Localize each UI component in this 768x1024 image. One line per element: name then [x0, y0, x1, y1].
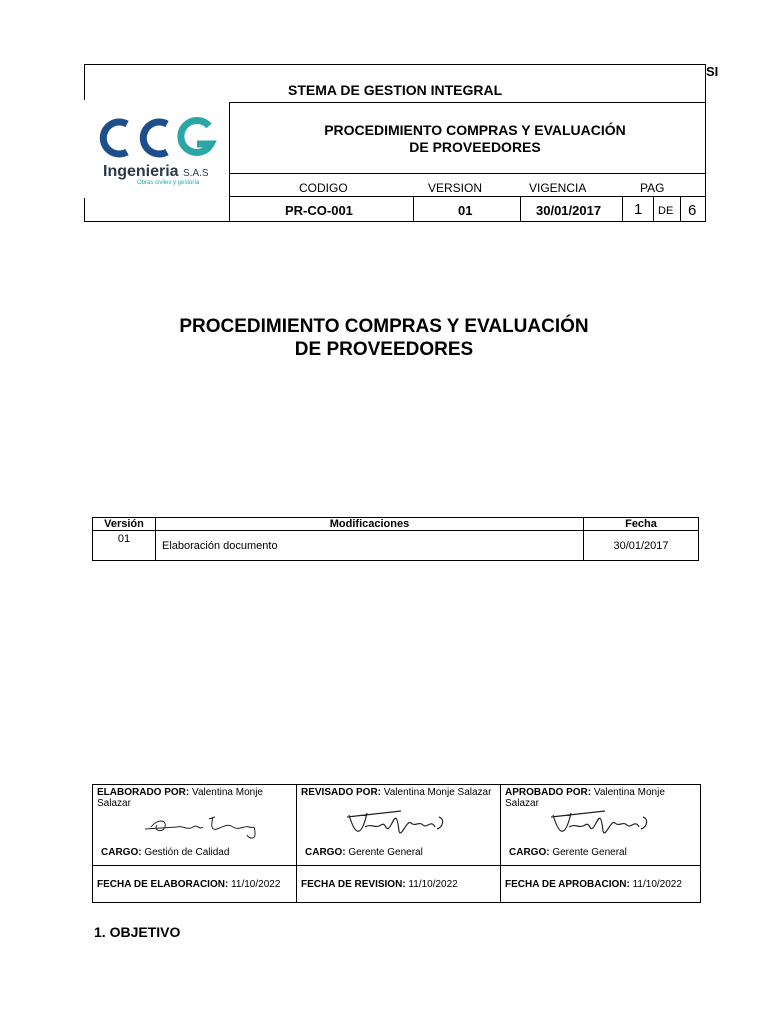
header-top-border — [84, 64, 705, 65]
header-cell-divider-c — [622, 196, 623, 222]
elaborado-cargo-label: CARGO: — [101, 847, 142, 858]
aprobado-name: Valentina Monje Salazar — [505, 787, 665, 809]
signature-aprobado-icon — [545, 805, 655, 845]
aprobado-label: APROBADO POR: — [505, 787, 592, 798]
header-divider-3 — [229, 196, 705, 197]
signature-elaborado-icon — [137, 805, 267, 841]
header-fecha: Fecha — [584, 518, 699, 531]
value-total-pages: 6 — [688, 202, 697, 219]
fecha-elaboracion-label: FECHA DE ELABORACION: — [97, 878, 229, 890]
header-bottom-border — [84, 221, 706, 222]
aprobado-cargo-value: Gerente General — [552, 847, 627, 858]
header-divider-1 — [229, 102, 705, 103]
fecha-revision-label: FECHA DE REVISION: — [301, 878, 406, 890]
ccg-logo-mark — [97, 114, 227, 162]
elaborado-label: ELABORADO POR: — [97, 787, 190, 798]
aprobado-cell — [501, 785, 701, 866]
company-logo — [97, 114, 227, 194]
header-vertical-divider — [229, 102, 230, 222]
cell-modificacion: Elaboración documento — [156, 531, 584, 561]
label-codigo: CODIGO — [299, 181, 348, 195]
document-title-line1: PROCEDIMIENTO COMPRAS Y EVALUACIÓN — [324, 122, 626, 138]
revisado-cargo-label: CARGO: — [305, 847, 346, 858]
fecha-elaboracion-value: 11/10/2022 — [231, 878, 281, 890]
label-version: VERSION — [428, 181, 483, 195]
logo-suffix: S.A.S — [183, 168, 209, 179]
cell-fecha: 30/01/2017 — [584, 531, 699, 561]
header-divider-2 — [229, 173, 705, 174]
revisado-cargo — [305, 847, 423, 858]
document-title — [230, 122, 720, 156]
label-vigencia: VIGENCIA — [529, 181, 587, 195]
main-title-line1: PROCEDIMIENTO COMPRAS Y EVALUACIÓN — [179, 316, 589, 337]
approvals-row-dates — [93, 866, 701, 903]
elaborado-cargo — [101, 847, 229, 858]
elaborado-cell — [93, 785, 297, 866]
value-page: 1 — [634, 201, 643, 218]
document-title-line2: DE PROVEEDORES — [409, 139, 541, 155]
header-cell-divider-b — [520, 196, 521, 222]
fecha-aprobacion-label: FECHA DE APROBACION: — [505, 878, 630, 890]
section-heading-objetivo: 1. OBJETIVO — [94, 924, 181, 940]
aprobado-cargo — [509, 847, 627, 858]
header-version: Versión — [93, 518, 156, 531]
revisado-name: Valentina Monje Salazar — [383, 787, 492, 798]
revisado-cell — [297, 785, 501, 866]
logo-name: Ingenieria — [103, 163, 179, 180]
fecha-revision-value: 11/10/2022 — [408, 878, 458, 890]
fecha-aprobacion-value: 11/10/2022 — [632, 878, 682, 890]
header-cell-divider-d — [653, 196, 654, 222]
elaborado-cargo-value: Gestión de Calidad — [144, 847, 230, 858]
system-title: STEMA DE GESTION INTEGRAL — [288, 82, 503, 98]
value-codigo: PR-CO-001 — [285, 203, 353, 218]
revision-table-header — [93, 518, 699, 531]
logo-wordmark — [103, 163, 209, 181]
main-title-line2: DE PROVEEDORES — [294, 339, 474, 360]
logo-tagline: Obras civiles y gestoría — [137, 180, 200, 186]
table-row — [93, 531, 699, 561]
fecha-elaboracion-cell — [93, 866, 297, 903]
header-corner-text: SI — [706, 64, 719, 79]
signature-revisado-icon — [341, 805, 451, 845]
header-cell-divider-e — [680, 196, 681, 222]
approvals-table — [92, 784, 701, 903]
fecha-aprobacion-cell — [501, 866, 701, 903]
revisado-label: REVISADO POR: — [301, 787, 382, 798]
label-pag: PAG — [640, 181, 665, 195]
value-vigencia: 30/01/2017 — [536, 203, 602, 218]
header-modificaciones: Modificaciones — [156, 518, 584, 531]
revisado-cargo-value: Gerente General — [348, 847, 423, 858]
header-left-border-top — [84, 64, 85, 100]
approvals-row-people — [93, 785, 701, 866]
cell-version: 01 — [93, 531, 156, 561]
value-version: 01 — [458, 203, 473, 218]
header-left-border-bottom — [84, 198, 85, 222]
elaborado-name: Valentina Monje Salazar — [97, 787, 263, 809]
label-de: DE — [658, 205, 674, 217]
fecha-revision-cell — [297, 866, 501, 903]
header-cell-divider-a — [413, 196, 414, 222]
main-title — [0, 315, 768, 361]
aprobado-cargo-label: CARGO: — [509, 847, 550, 858]
revision-table — [92, 517, 699, 561]
